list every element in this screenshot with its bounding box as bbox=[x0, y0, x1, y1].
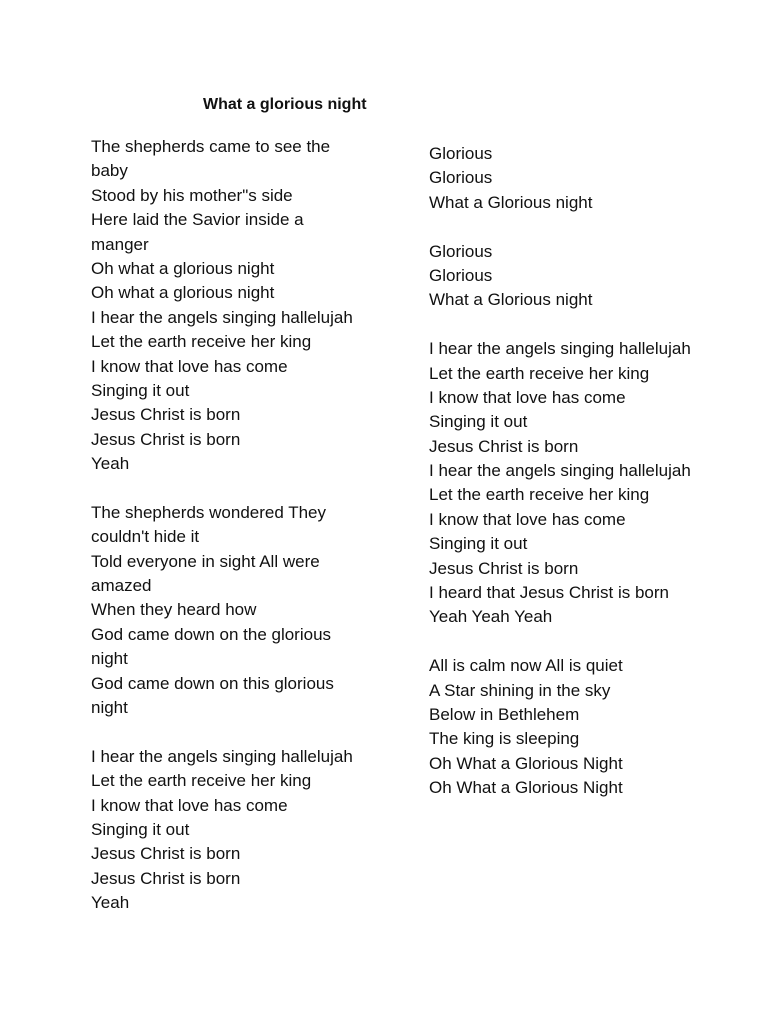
lyric-line: Below in Bethlehem bbox=[429, 704, 580, 724]
left-lyrics-column bbox=[91, 135, 376, 916]
lyric-line: couldn't hide it bbox=[91, 527, 200, 547]
lyric-line: God came down on this glorious bbox=[91, 673, 334, 693]
stanza-break bbox=[429, 215, 749, 239]
lyric-line: baby bbox=[91, 161, 128, 181]
lyric-line: Told everyone in sight All were bbox=[91, 551, 320, 571]
lyric-line: What a Glorious night bbox=[429, 192, 593, 212]
lyric-line: I know that love has come bbox=[91, 356, 288, 376]
document-title: What a glorious night bbox=[203, 96, 367, 113]
lyric-line: I know that love has come bbox=[91, 795, 288, 815]
lyric-line: Singing it out bbox=[429, 412, 528, 432]
lyric-line: Singing it out bbox=[91, 380, 190, 400]
lyric-line: Jesus Christ is born bbox=[91, 429, 241, 449]
lyric-line: When they heard how bbox=[91, 600, 257, 620]
lyric-line: Singing it out bbox=[91, 819, 190, 839]
lyric-line: Yeah bbox=[91, 454, 130, 474]
lyric-line: I know that love has come bbox=[429, 509, 626, 529]
lyric-line: Let the earth receive her king bbox=[91, 332, 312, 352]
lyric-line: What a Glorious night bbox=[429, 290, 593, 310]
lyric-line: Oh What a Glorious Night bbox=[429, 753, 623, 773]
lyric-line: God came down on the glorious bbox=[91, 624, 332, 644]
lyric-line: Singing it out bbox=[429, 534, 528, 554]
lyric-line: I hear the angels singing hallelujah bbox=[429, 339, 691, 359]
lyric-line: night bbox=[91, 697, 128, 717]
lyric-line: Yeah Yeah Yeah bbox=[429, 607, 553, 627]
lyric-line: The king is sleeping bbox=[429, 729, 580, 749]
lyric-line: I hear the angels singing hallelujah bbox=[91, 746, 353, 766]
lyric-line: I hear the angels singing hallelujah bbox=[429, 461, 691, 481]
stanza-break bbox=[91, 720, 376, 744]
lyric-line: I heard that Jesus Christ is born bbox=[429, 583, 670, 603]
lyric-line: Stood by his mother"s side bbox=[91, 185, 293, 205]
stanza-break bbox=[429, 630, 749, 654]
lyric-line: Jesus Christ is born bbox=[91, 868, 241, 888]
lyric-line: Glorious bbox=[429, 168, 493, 188]
lyric-line: I hear the angels singing hallelujah bbox=[91, 307, 353, 327]
right-lyrics-column bbox=[429, 142, 749, 801]
lyric-line: Oh what a glorious night bbox=[91, 258, 275, 278]
lyric-line: Here laid the Savior inside a bbox=[91, 210, 304, 230]
lyric-line: Glorious bbox=[429, 241, 493, 261]
lyric-line: Let the earth receive her king bbox=[91, 771, 312, 791]
lyric-line: The shepherds came to see the bbox=[91, 137, 331, 156]
lyric-line: manger bbox=[91, 234, 149, 254]
lyric-line: A Star shining in the sky bbox=[429, 680, 611, 700]
lyric-line: Let the earth receive her king bbox=[429, 363, 650, 383]
lyric-line: Let the earth receive her king bbox=[429, 485, 650, 505]
lyric-line: Jesus Christ is born bbox=[91, 405, 241, 425]
lyric-line: Jesus Christ is born bbox=[429, 558, 579, 578]
lyric-line: amazed bbox=[91, 576, 152, 596]
lyric-line: Yeah bbox=[91, 893, 130, 913]
lyric-line: Oh what a glorious night bbox=[91, 283, 275, 303]
lyric-line: night bbox=[91, 649, 128, 669]
stanza-break bbox=[429, 313, 749, 337]
lyric-line: Glorious bbox=[429, 144, 493, 163]
lyric-line: Jesus Christ is born bbox=[429, 436, 579, 456]
lyric-line: Jesus Christ is born bbox=[91, 844, 241, 864]
lyric-line: The shepherds wondered They bbox=[91, 502, 327, 522]
stanza-break bbox=[91, 476, 376, 500]
lyric-line: All is calm now All is quiet bbox=[429, 656, 623, 676]
lyric-line: Glorious bbox=[429, 265, 493, 285]
lyric-line: I know that love has come bbox=[429, 387, 626, 407]
lyric-line: Oh What a Glorious Night bbox=[429, 778, 623, 798]
